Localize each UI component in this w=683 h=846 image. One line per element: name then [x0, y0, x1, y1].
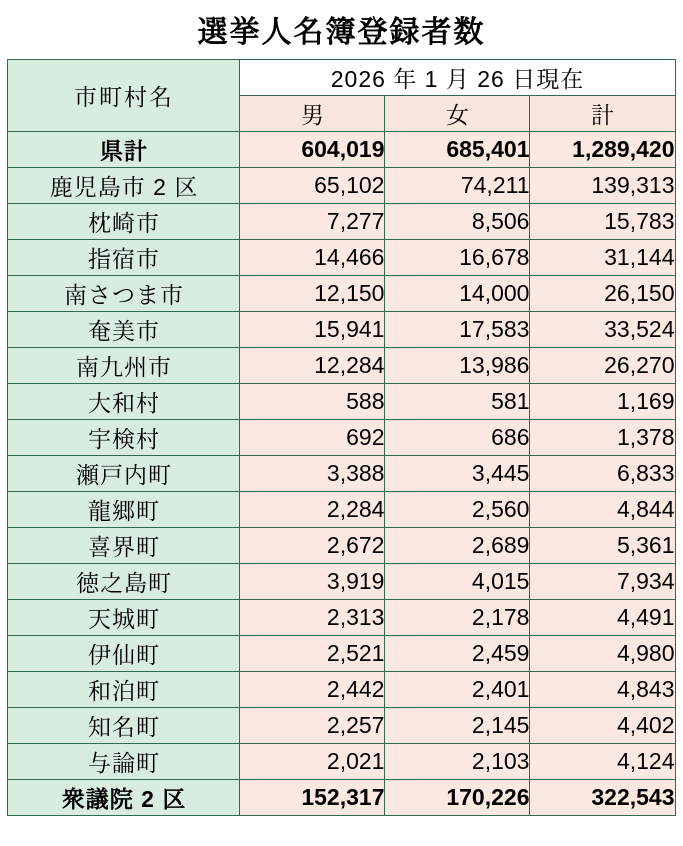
table-row [8, 564, 675, 600]
row-total-count: 26,150 [530, 276, 675, 312]
row-male-count: 588 [240, 384, 385, 420]
row-total-count: 33,524 [530, 312, 675, 348]
row-municipality-name: 瀬戸内町 [8, 456, 240, 492]
row-male-count: 15,941 [240, 312, 385, 348]
row-total-count: 4,124 [530, 744, 675, 780]
table-header [8, 60, 675, 132]
row-male-count: 2,021 [240, 744, 385, 780]
header-column-female: 女 [385, 96, 530, 132]
table-row [8, 780, 675, 816]
row-male-count: 2,672 [240, 528, 385, 564]
table-row [8, 132, 675, 168]
document-page [0, 7, 683, 846]
table-body [8, 132, 675, 816]
row-male-count: 604,019 [240, 132, 385, 168]
table-row [8, 708, 675, 744]
table-row [8, 348, 675, 384]
row-male-count: 2,442 [240, 672, 385, 708]
row-total-count: 4,844 [530, 492, 675, 528]
row-total-count: 5,361 [530, 528, 675, 564]
table-row [8, 384, 675, 420]
table-row [8, 744, 675, 780]
table-row [8, 312, 675, 348]
row-male-count: 65,102 [240, 168, 385, 204]
row-total-count: 322,543 [530, 780, 675, 816]
row-municipality-name: 南九州市 [8, 348, 240, 384]
table-row [8, 420, 675, 456]
row-total-count: 4,843 [530, 672, 675, 708]
row-municipality-name: 南さつま市 [8, 276, 240, 312]
row-municipality-name: 喜界町 [8, 528, 240, 564]
row-female-count: 17,583 [385, 312, 530, 348]
row-male-count: 7,277 [240, 204, 385, 240]
row-total-count: 1,378 [530, 420, 675, 456]
row-municipality-name: 大和村 [8, 384, 240, 420]
row-male-count: 3,388 [240, 456, 385, 492]
row-municipality-name: 県計 [8, 132, 240, 168]
row-female-count: 2,103 [385, 744, 530, 780]
row-total-count: 4,491 [530, 600, 675, 636]
row-female-count: 2,401 [385, 672, 530, 708]
row-male-count: 12,284 [240, 348, 385, 384]
header-column-total: 計 [530, 96, 675, 132]
row-total-count: 6,833 [530, 456, 675, 492]
row-female-count: 4,015 [385, 564, 530, 600]
row-female-count: 170,226 [385, 780, 530, 816]
row-municipality-name: 枕崎市 [8, 204, 240, 240]
table-row [8, 636, 675, 672]
row-female-count: 685,401 [385, 132, 530, 168]
row-municipality-name: 奄美市 [8, 312, 240, 348]
table-row [8, 672, 675, 708]
row-female-count: 2,145 [385, 708, 530, 744]
row-male-count: 692 [240, 420, 385, 456]
row-male-count: 2,313 [240, 600, 385, 636]
table-row [8, 240, 675, 276]
row-municipality-name: 天城町 [8, 600, 240, 636]
row-female-count: 2,459 [385, 636, 530, 672]
row-total-count: 1,169 [530, 384, 675, 420]
row-municipality-name: 徳之島町 [8, 564, 240, 600]
header-row-top [8, 60, 675, 96]
row-female-count: 581 [385, 384, 530, 420]
row-municipality-name: 与論町 [8, 744, 240, 780]
row-male-count: 2,257 [240, 708, 385, 744]
row-female-count: 686 [385, 420, 530, 456]
row-total-count: 1,289,420 [530, 132, 675, 168]
row-female-count: 74,211 [385, 168, 530, 204]
row-municipality-name: 衆議院 2 区 [8, 780, 240, 816]
row-female-count: 2,560 [385, 492, 530, 528]
row-male-count: 152,317 [240, 780, 385, 816]
row-female-count: 8,506 [385, 204, 530, 240]
table-row [8, 528, 675, 564]
header-column-male: 男 [240, 96, 385, 132]
row-male-count: 14,466 [240, 240, 385, 276]
row-total-count: 26,270 [530, 348, 675, 384]
row-female-count: 13,986 [385, 348, 530, 384]
row-male-count: 2,284 [240, 492, 385, 528]
row-female-count: 2,178 [385, 600, 530, 636]
page-title: 選挙人名簿登録者数 [197, 16, 486, 49]
table-row [8, 204, 675, 240]
row-female-count: 3,445 [385, 456, 530, 492]
row-municipality-name: 鹿児島市 2 区 [8, 168, 240, 204]
table-row [8, 276, 675, 312]
row-municipality-name: 龍郷町 [8, 492, 240, 528]
row-municipality-name: 知名町 [8, 708, 240, 744]
row-municipality-name: 宇検村 [8, 420, 240, 456]
voter-registration-table [7, 59, 675, 816]
row-female-count: 14,000 [385, 276, 530, 312]
table-row [8, 168, 675, 204]
row-total-count: 7,934 [530, 564, 675, 600]
row-female-count: 2,689 [385, 528, 530, 564]
header-municipality: 市町村名 [8, 60, 240, 132]
table-row [8, 600, 675, 636]
table-row [8, 492, 675, 528]
row-female-count: 16,678 [385, 240, 530, 276]
row-total-count: 15,783 [530, 204, 675, 240]
row-total-count: 4,402 [530, 708, 675, 744]
row-total-count: 139,313 [530, 168, 675, 204]
row-total-count: 31,144 [530, 240, 675, 276]
header-date: 2026 年 1 月 26 日現在 [240, 60, 675, 96]
table-row [8, 456, 675, 492]
row-municipality-name: 指宿市 [8, 240, 240, 276]
row-male-count: 12,150 [240, 276, 385, 312]
row-total-count: 4,980 [530, 636, 675, 672]
row-municipality-name: 和泊町 [8, 672, 240, 708]
row-male-count: 2,521 [240, 636, 385, 672]
row-municipality-name: 伊仙町 [8, 636, 240, 672]
row-male-count: 3,919 [240, 564, 385, 600]
